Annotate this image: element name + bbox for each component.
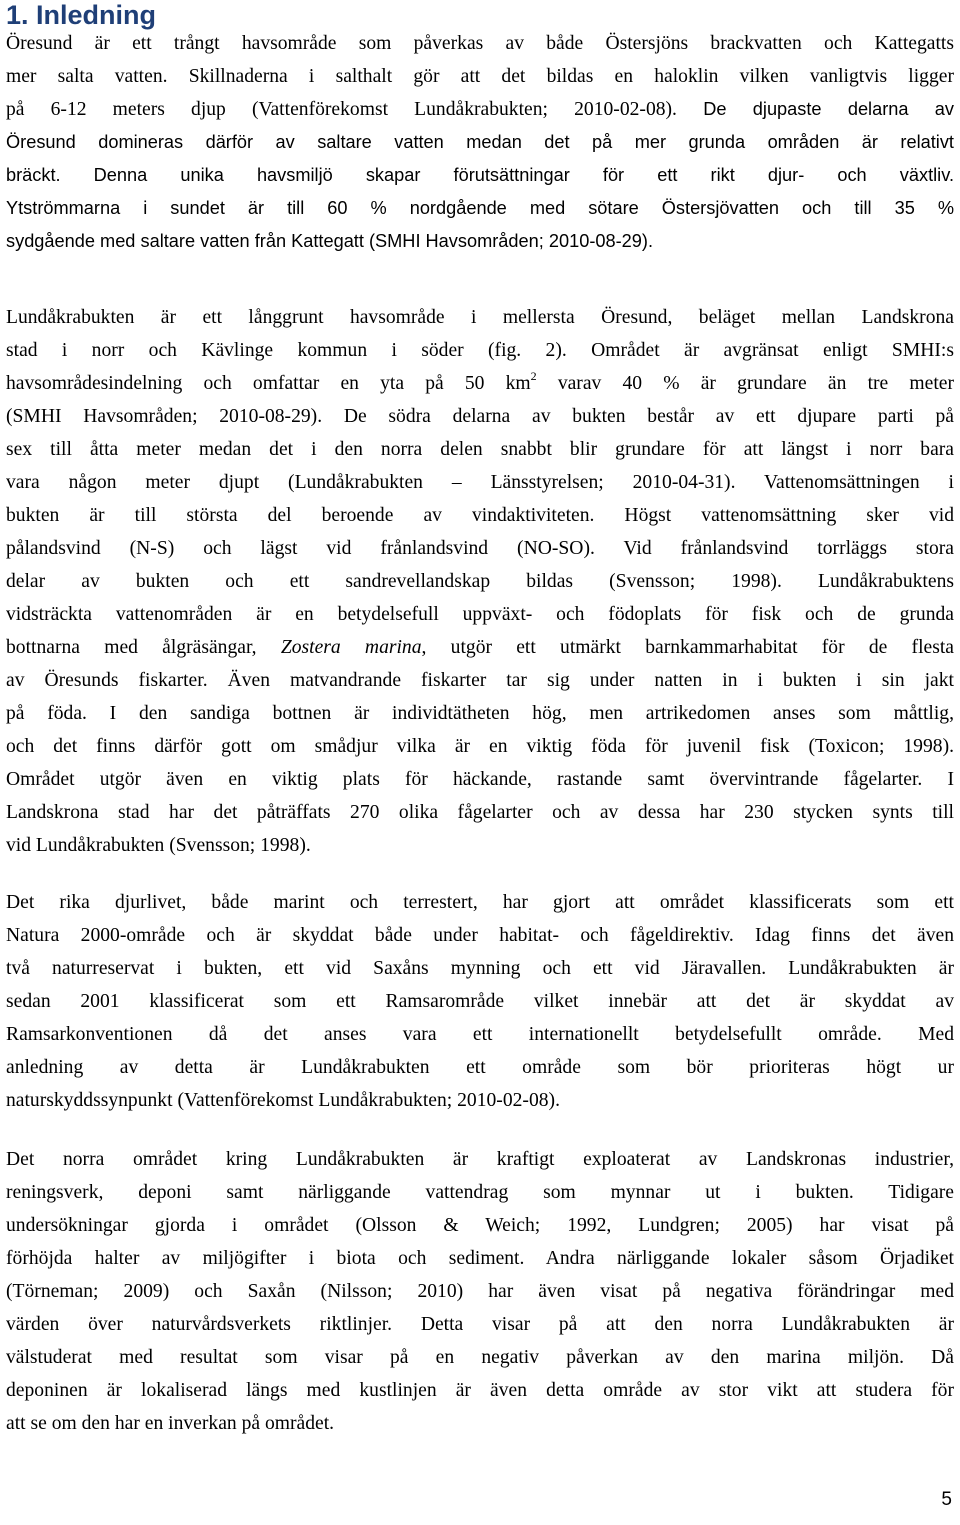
text-line: vid Lundåkrabukten (Svensson; 1998). [6,835,311,856]
text-line: av Öresunds fiskarter. Även matvandrande fiskarter tar sig under natten in i bukten i sin jakt [6,670,954,691]
text-line [6,631,954,664]
species-name: Zostera marina [280,637,422,658]
text-line [6,367,954,400]
text-line: på föda. I den sandiga bottnen är individtätheten hög, men artrikedomen anses som måttlig, [6,703,954,724]
text-segment: De djupaste delarna av [676,99,954,119]
text-line: undersökningar gjorda i området (Olsson & Weich; 1992, Lundgren; 2005) har visat på [6,1215,954,1236]
text-line: Lundåkrabukten är ett långgrunt havsområde i mellersta Öresund, beläget mellan Landskrona [6,307,954,328]
text-line: bräckt. Denna unika havsmiljö skapar förutsättningar för ett rikt djur- och växtliv. [6,165,954,185]
text-line: deponinen är lokaliserad längs med kustlinjen är även detta område av stor vikt att studera för [6,1380,954,1401]
superscript: 2 [530,369,537,383]
text-line: stad i norr och Kävlinge kommun i söder (fig. 2). Området är avgränsat enligt SMHI:s [6,340,954,361]
text-line: mer salta vatten. Skillnaderna i salthalt gör att det bildas en haloklin vilken vanligtvis ligger [6,66,954,87]
text-segment: på 6-12 meters djup (Vattenförekomst Lundåkrabukten; 2010-02-08). [6,99,677,120]
section-heading: 1. Inledning [6,0,157,30]
text-line: naturskyddssynpunkt (Vattenförekomst Lundåkrabukten; 2010-02-08). [6,1090,560,1111]
text-line: vidsträckta vattenområden är en betydelsefull uppväxt- och födoplats för fisk och de grunda [6,604,954,625]
text-line: reningsverk, deponi samt närliggande vattendrag som mynnar ut i bukten. Tidigare [6,1182,954,1203]
text-line: Det rika djurlivet, både marint och terrestert, har gjort att området klassificerats som ett [6,892,954,913]
text-line: sydgående med saltare vatten från Kattegatt (SMHI Havsområden; 2010-08-29). [6,231,654,251]
text-line: vara någon meter djupt (Lundåkrabukten – Länsstyrelsen; 2010-04-31). Vattenomsättningen i [6,472,954,493]
text-line: förhöjda halter av miljögifter i biota och sediment. Andra närliggande lokaler såsom Örjadiket [6,1248,954,1269]
paragraph-2 [6,301,954,862]
text-segment: , utgör ett utmärkt barnkammarhabitat för de flesta [421,637,954,658]
text-line: pålandsvind (N-S) och lägst vid frånlandsvind (NO-SO). Vid frånlandsvind torrläggs stora [6,538,954,559]
text-line: att se om den har en inverkan på området. [6,1413,335,1434]
text-line: Ramsarkonventionen då det anses vara ett internationellt betydelsefullt område. Med [6,1024,954,1045]
text-line: Öresund är ett trångt havsområde som påverkas av både Östersjöns brackvatten och Kattegatts [6,33,954,54]
paragraph-1 [6,27,954,258]
text-line: Natura 2000-område och är skyddat både under habitat- och fågeldirektiv. Idag finns det även [6,925,954,946]
text-line: bukten är till största del beroende av vindaktiviteten. Högst vattenomsättning sker vid [6,505,954,526]
text-line: välstuderat med resultat som visar på en negativ påverkan av den marina miljön. Då [6,1347,954,1368]
text-segment: havsområdesindelning och omfattar en yta på 50 km [6,373,531,394]
text-line: och det finns därför gott om smådjur vilka är en viktig föda för juvenil fisk (Toxicon; 1998). [6,736,954,757]
text-line: sedan 2001 klassificerat som ett Ramsarområde vilket innebär att det är skyddat av [6,991,954,1012]
text-line: Öresund domineras därför av saltare vatten medan det på mer grunda områden är relativt [6,132,954,152]
paragraph-3 [6,886,954,1117]
page-number: 5 [941,1489,952,1510]
text-line: Området utgör även en viktig plats för häckande, rastande samt övervintrande fågelarter. I [6,769,954,790]
text-segment: varav 40 % är grundare än tre meter [536,373,954,394]
text-line: Det norra området kring Lundåkrabukten är kraftigt exploaterat av Landskronas industrier, [6,1149,954,1170]
text-line: Landskrona stad har det påträffats 270 olika fågelarter och av dessa har 230 stycken synts till [6,802,954,823]
text-line: delar av bukten och ett sandrevellandskap bildas (Svensson; 1998). Lundåkrabuktens [6,571,954,592]
text-line: sex till åtta meter medan det i den norra delen snabbt blir grundare för att längst i norr bara [6,439,954,460]
text-line: värden över naturvårdsverkets riktlinjer. Detta visar på att den norra Lundåkrabukten är [6,1314,954,1335]
paragraph-4 [6,1143,954,1440]
text-line: två naturreservat i bukten, ett vid Saxåns mynning och ett vid Järavallen. Lundåkrabukten är [6,958,954,979]
text-line: (Törneman; 2009) och Saxån (Nilsson; 2010) har även visat på negativa förändringar med [6,1281,954,1302]
text-line: anledning av detta är Lundåkrabukten ett område som bör prioriteras högt ur [6,1057,954,1078]
text-segment: bottnarna med ålgräsängar, [6,637,281,658]
text-line: (SMHI Havsområden; 2010-08-29). De södra delarna av bukten består av ett djupare parti på [6,406,954,427]
text-line: Ytströmmarna i sundet är till 60 % nordgående med sötare Östersjövatten och till 35 % [6,198,954,218]
text-line [6,93,954,126]
